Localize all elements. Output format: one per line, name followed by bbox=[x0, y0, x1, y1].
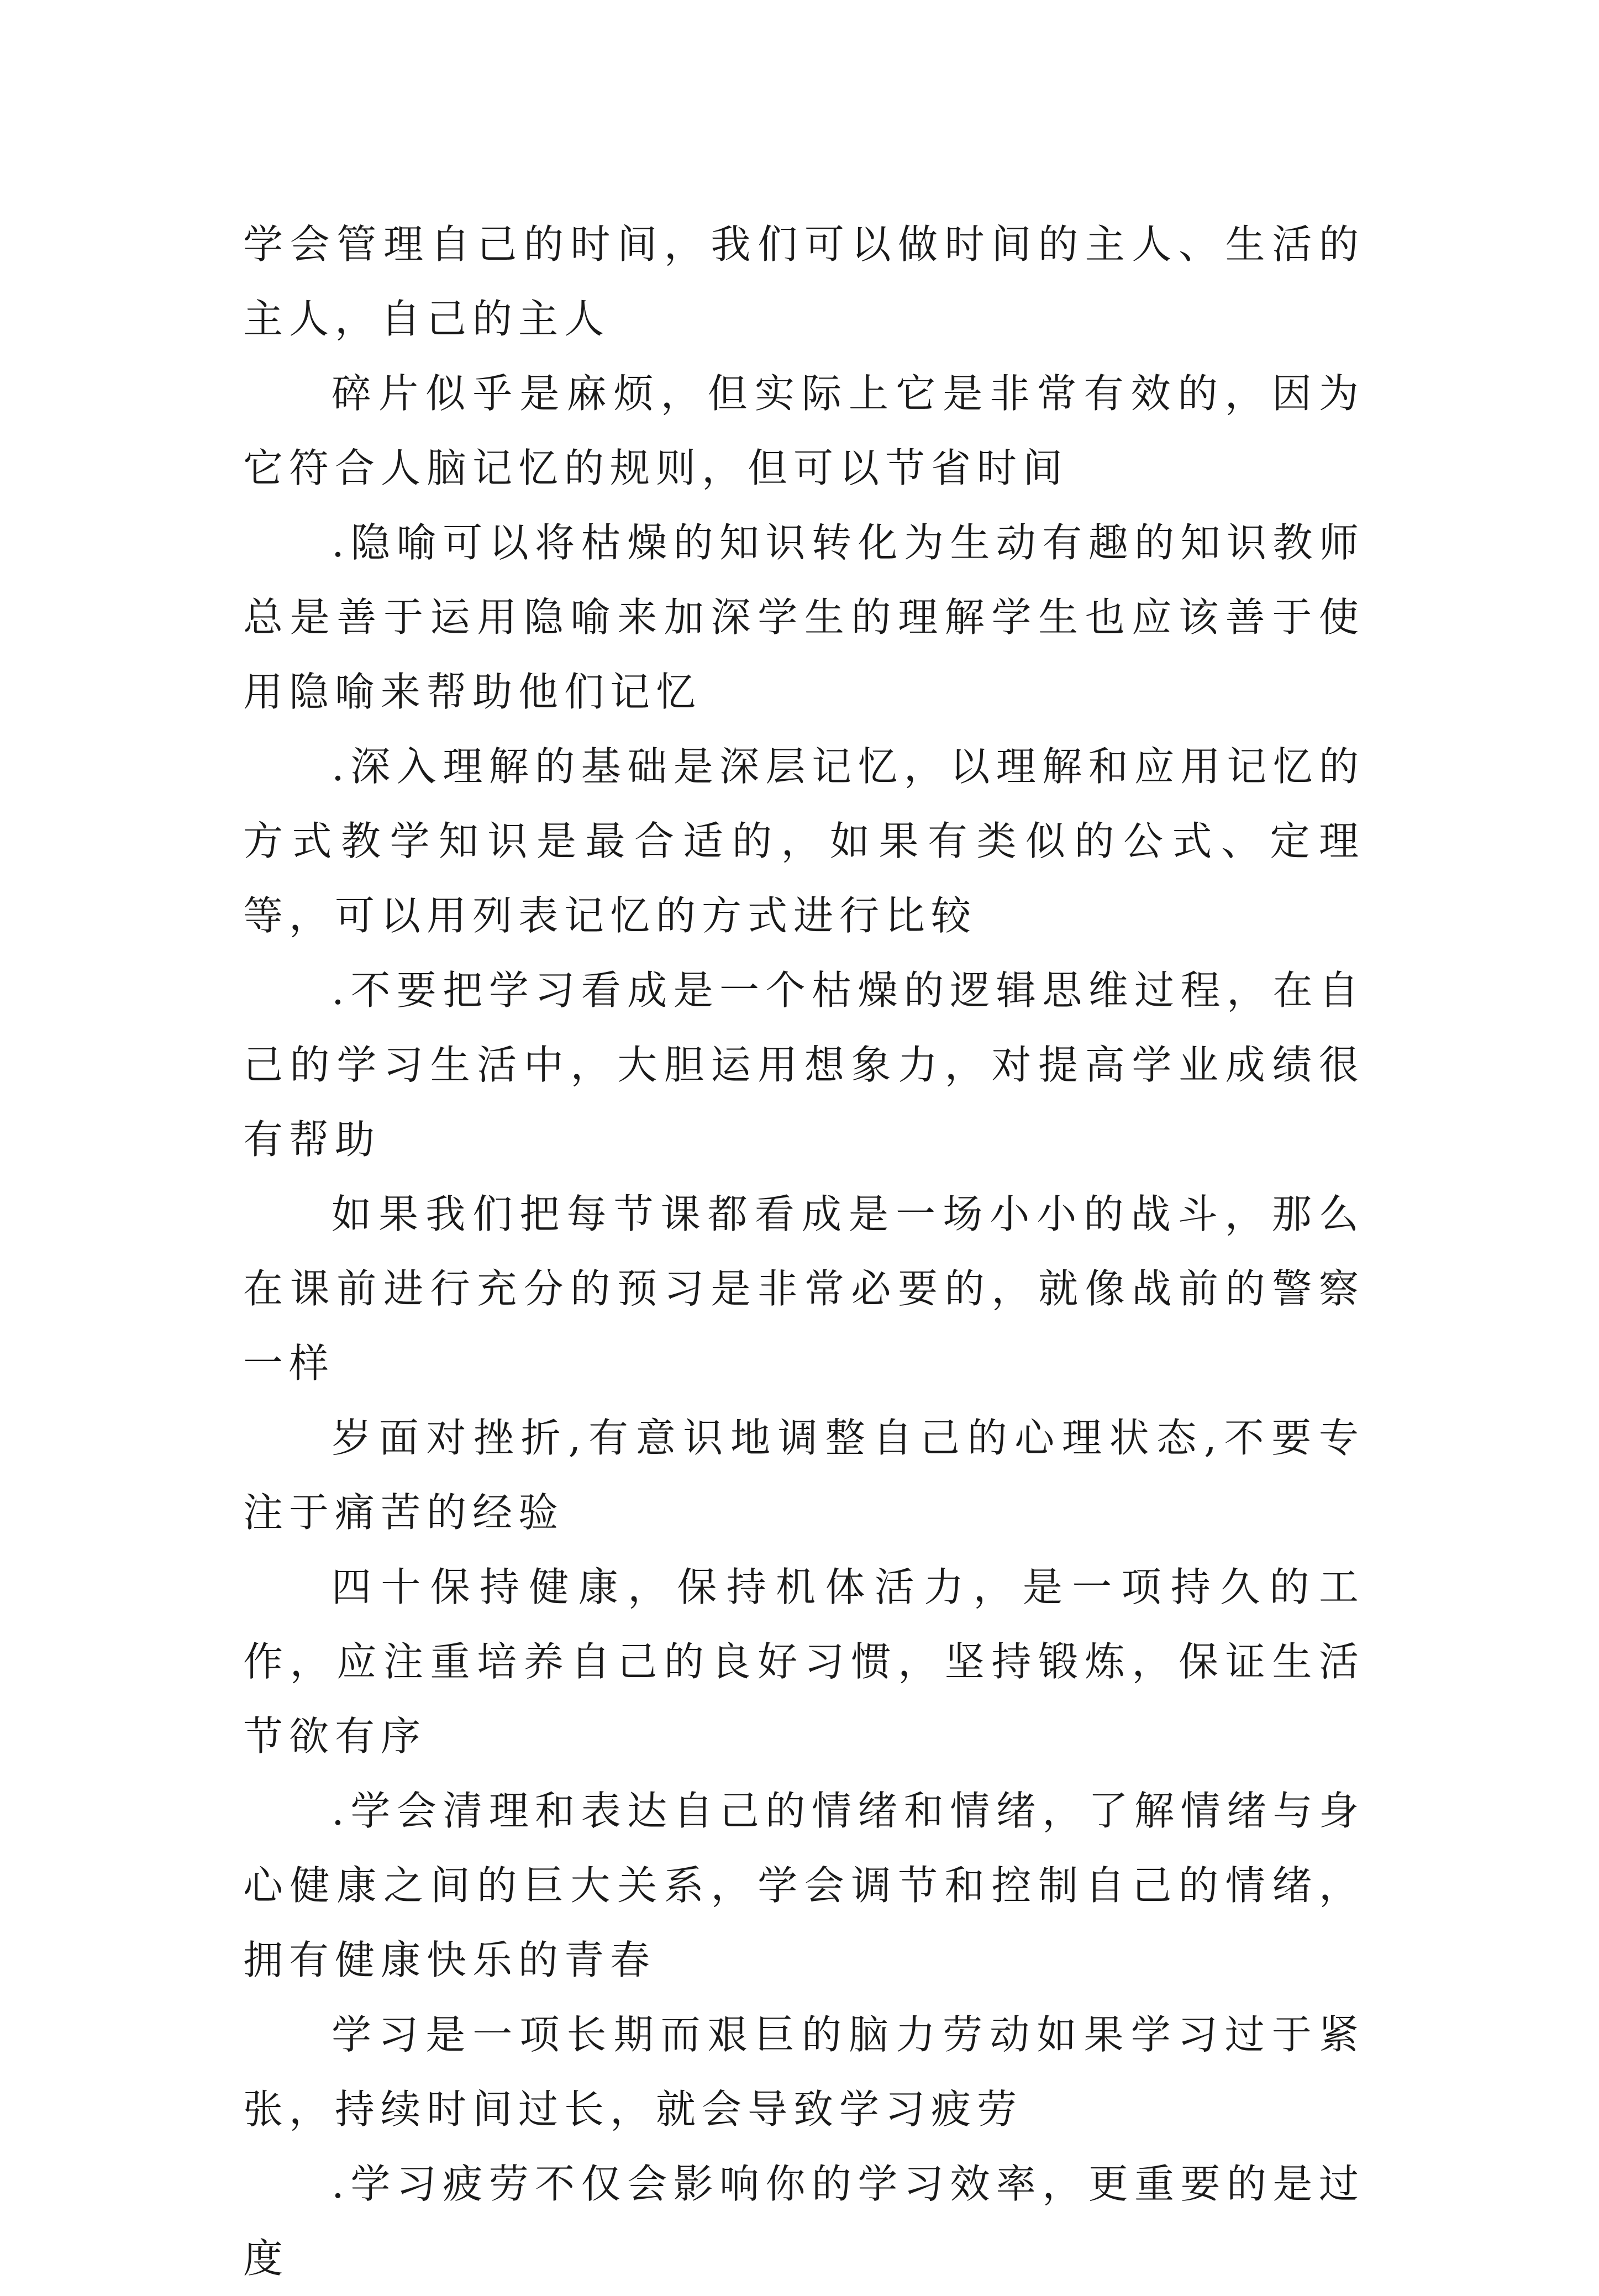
paragraph-fragments: 碎片似乎是麻烦，但实际上它是非常有效的，因为它符合人脑记忆的规则，但可以节省时间 bbox=[243, 370, 1365, 491]
paragraph-study-fatigue: 学习是一项长期而艰巨的脑力劳动如果学习过于紧张，持续时间过长，就会导致学习疲劳 bbox=[243, 2011, 1365, 2132]
paragraph-health: 四十保持健康，保持机体活力，是一项持久的工作，应注重培养自己的良好习惯，坚持锻炼，保证生活节欲有序 bbox=[243, 1564, 1365, 1759]
document-body bbox=[243, 207, 1365, 2296]
paragraph-time-management: 学会管理自己的时间，我们可以做时间的主人、生活的主人，自己的主人 bbox=[243, 221, 1365, 342]
paragraph-deep-understanding: .深入理解的基础是深层记忆，以理解和应用记忆的方式教学知识是最合适的，如果有类似的公式、定理等，可以用列表记忆的方式进行比较 bbox=[243, 743, 1365, 939]
paragraph-preview: 如果我们把每节课都看成是一场小小的战斗，那么在课前进行充分的预习是非常必要的，就像战前的警察一样 bbox=[243, 1191, 1365, 1386]
paragraph-metaphor: .隐喻可以将枯燥的知识转化为生动有趣的知识教师总是善于运用隐喻来加深学生的理解学生也应该善于使用隐喻来帮助他们记忆 bbox=[243, 519, 1365, 715]
paragraph-emotions: .学会清理和表达自己的情绪和情绪，了解情绪与身心健康之间的巨大关系，学会调节和控制自己的情绪，拥有健康快乐的青春 bbox=[243, 1788, 1365, 1983]
paragraph-frustration: 岁面对挫折,有意识地调整自己的心理状态,不要专注于痛苦的经验 bbox=[243, 1415, 1365, 1536]
paragraph-fatigue-effects: .学习疲劳不仅会影响你的学习效率，更重要的是过度 bbox=[243, 2161, 1365, 2282]
paragraph-imagination: .不要把学习看成是一个枯燥的逻辑思维过程，在自己的学习生活中，大胆运用想象力，对提高学业成绩很有帮助 bbox=[243, 967, 1365, 1163]
